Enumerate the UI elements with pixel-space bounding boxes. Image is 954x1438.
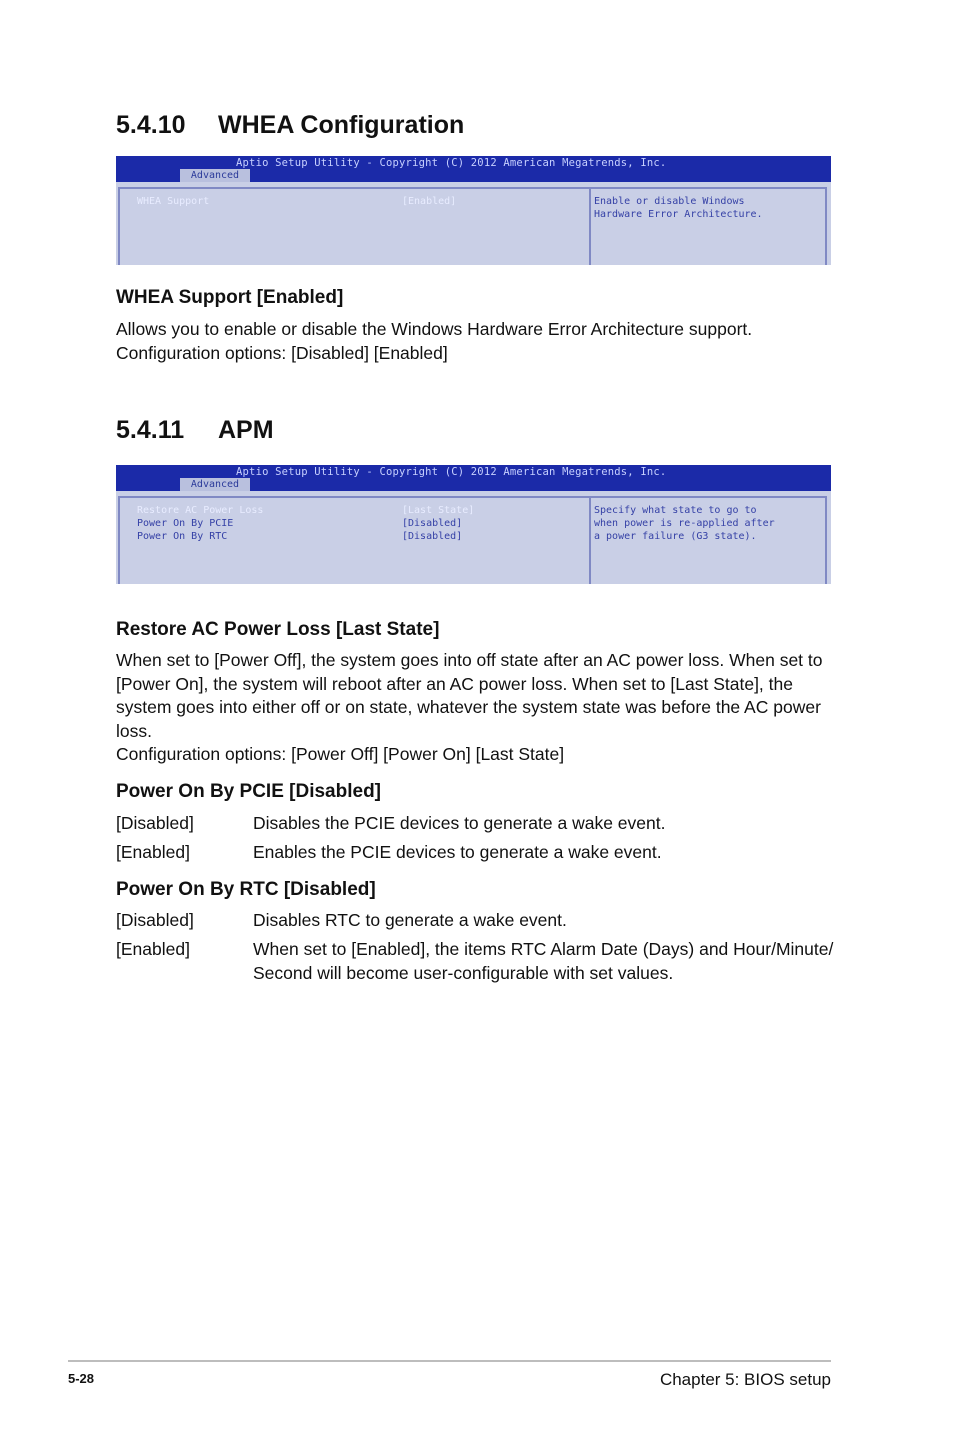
bios-row-label: Power On By RTC <box>137 531 228 542</box>
configuration-options: Configuration options: [Power Off] [Power On] [Last State] <box>116 744 565 764</box>
bios-row-restore-ac-power-loss <box>137 504 587 517</box>
bios-row-power-on-by-rtc <box>137 530 587 543</box>
section-title: APM <box>218 416 274 444</box>
section-heading-apm <box>116 416 274 445</box>
option-key: [Disabled] <box>116 910 194 930</box>
bios-help-text: Specify what state to go to when power is re-applied after a power failure (G3 state). <box>594 505 775 542</box>
bios-rows <box>137 195 587 208</box>
bios-row-power-on-by-pcie <box>137 517 587 530</box>
bios-header-text: Aptio Setup Utility - Copyright (C) 2012 American Megatrends, Inc. <box>236 157 667 169</box>
bios-help-text: Enable or disable Windows Hardware Error Architecture. <box>594 196 763 220</box>
option-description: Disables the PCIE devices to generate a wake event. <box>253 813 666 833</box>
footer-divider <box>68 1360 831 1362</box>
item-heading-whea-support: WHEA Support [Enabled] <box>116 287 344 308</box>
bios-row-label: WHEA Support <box>137 196 210 207</box>
description-paragraph: When set to [Power Off], the system goes into off state after an AC power loss. When set to [Power On], the system will reboot after an AC power loss. When set to [Last State], the system goes into either off or on state, whatever the system state was before the AC power loss. <box>116 650 823 741</box>
bios-tab-advanced: Advanced <box>180 478 250 491</box>
bios-divider <box>589 187 591 265</box>
description-line: Allows you to enable or disable the Windows Hardware Error Architecture support. <box>116 319 753 339</box>
configuration-options: Configuration options: [Disabled] [Enabled] <box>116 342 448 363</box>
section-number: 5.4.11 <box>116 416 185 444</box>
item-heading-power-on-by-pcie: Power On By PCIE [Disabled] <box>116 781 381 802</box>
bios-tab-advanced: Advanced <box>180 169 250 182</box>
item-description-restore-ac-power-loss <box>116 649 828 767</box>
option-key: [Disabled] <box>116 813 194 833</box>
bios-header-text: Aptio Setup Utility - Copyright (C) 2012 American Megatrends, Inc. <box>236 466 667 478</box>
bios-row-value: [Disabled] <box>402 531 463 542</box>
bios-screenshot-apm <box>116 465 831 584</box>
bios-row-label: Power On By PCIE <box>137 518 234 529</box>
section-number: 5.4.10 <box>116 111 186 139</box>
option-description: When set to [Enabled], the items RTC Alarm Date (Days) and Hour/Minute/ Second will become user-configurable with set values. <box>253 939 834 983</box>
option-key: [Enabled] <box>116 842 190 862</box>
item-heading-power-on-by-rtc: Power On By RTC [Disabled] <box>116 879 376 900</box>
option-description: Enables the PCIE devices to generate a wake event. <box>253 842 662 862</box>
bios-rows <box>137 504 587 543</box>
bios-title-bar <box>116 156 831 182</box>
bios-row-whea-support <box>137 195 587 208</box>
section-title: WHEA Configuration <box>218 111 465 139</box>
item-heading-restore-ac-power-loss: Restore AC Power Loss [Last State] <box>116 619 440 640</box>
bios-divider <box>589 496 591 584</box>
bios-row-label: Restore AC Power Loss <box>137 505 264 516</box>
option-description: Disables RTC to generate a wake event. <box>253 910 567 930</box>
bios-row-value: [Enabled] <box>402 196 457 207</box>
section-heading-whea <box>116 111 464 140</box>
bios-row-value: [Disabled] <box>402 518 463 529</box>
option-key: [Enabled] <box>116 939 190 959</box>
bios-screenshot-whea <box>116 156 831 265</box>
chapter-title: Chapter 5: BIOS setup <box>659 1370 831 1389</box>
bios-row-value: [Last State] <box>402 505 475 516</box>
bios-title-bar <box>116 465 831 491</box>
page-number: 5-28 <box>68 1371 95 1386</box>
item-description-whea-support <box>116 318 836 365</box>
